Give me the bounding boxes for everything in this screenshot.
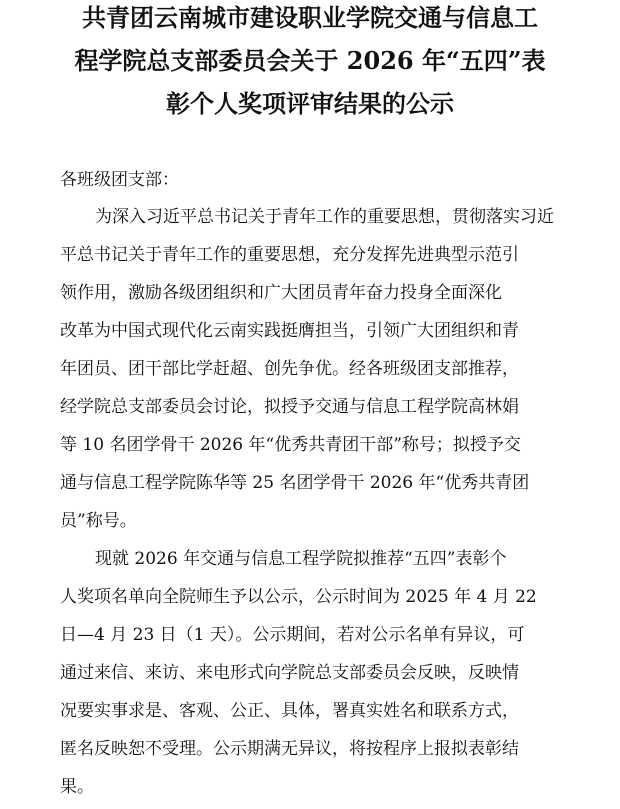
paragraph-1-line: 经学院总支部委员会讨论，拟授予交通与信息工程学院高林娟 (60, 397, 519, 417)
paragraph-2-line: 日—4 月 23 日（1 天）。公示期间，若对公示名单有异议，可 (60, 625, 525, 645)
paragraph-1-line: 平总书记关于青年工作的重要思想，充分发挥先进典型示范引 (60, 245, 519, 265)
paragraph-1-line: 员”称号。 (60, 511, 137, 531)
document-title-line-3: 彰个人奖项评审结果的公示 (166, 89, 454, 118)
paragraph-1-line: 通与信息工程学院陈华等 25 名团学骨干 2026 年“优秀共青团 (60, 473, 530, 493)
paragraph-2-line: 匿名反映恕不受理。公示期满无异议，将按程序上报拟表彰结 (60, 739, 519, 759)
paragraph-1-line: 年团员、团干部比学赶超、创先争优。经各班级团支部推荐， (60, 359, 519, 379)
document-title-line-1: 共青团云南城市建设职业学院交通与信息工 (82, 3, 538, 32)
paragraph-1-line: 改革为中国式现代化云南实践挺膺担当，引领广大团组织和青 (60, 321, 519, 341)
paragraph-2-line: 人奖项名单向全院师生予以公示，公示时间为 2025 年 4 月 22 (60, 587, 537, 607)
document-title-line-2: 程学院总支部委员会关于 2026 年“五四”表 (74, 46, 546, 75)
paragraph-1-line: 等 10 名团学骨干 2026 年“优秀共青团干部”称号；拟授予交 (60, 435, 521, 455)
paragraph-2-line: 现就 2026 年交通与信息工程学院拟推荐“五四”表彰个 (95, 549, 507, 569)
paragraph-1-line: 为深入习近平总书记关于青年工作的重要思想，贯彻落实习近 (95, 207, 554, 227)
salutation: 各班级团支部： (60, 170, 179, 190)
paragraph-2-line: 况要实事求是、客观、公正、具体，署真实姓名和联系方式， (60, 701, 519, 721)
paragraph-2-line: 通过来信、来访、来电形式向学院总支部委员会反映，反映情 (60, 663, 519, 683)
paragraph-2-line: 果。 (60, 777, 94, 797)
paragraph-1-line: 领作用，激励各级团组织和广大团员青年奋力投身全面深化 (60, 283, 502, 303)
